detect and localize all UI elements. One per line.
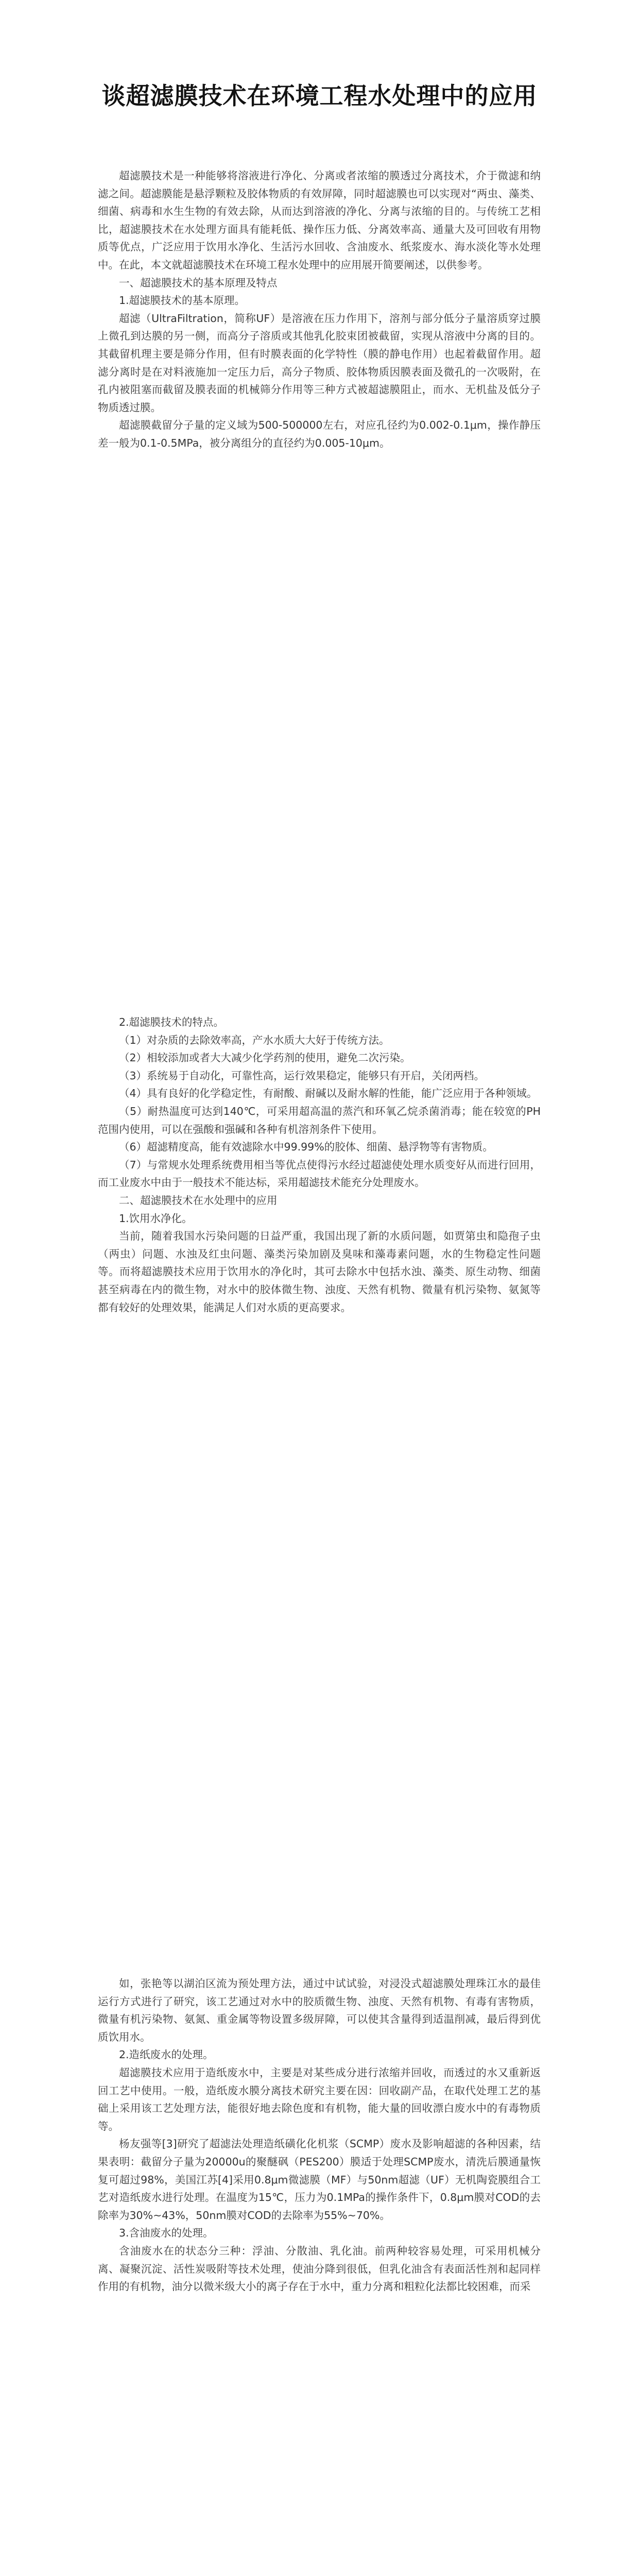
article-section-applications: [98, 1975, 541, 2296]
paragraph: 杨友强等[3]研究了超滤法处理造纸磺化化机浆（SCMP）废水及影响超滤的各种因素，结果表明：截留分子量为20000u的聚醚砜（PES200）膜适于处理SCMP废水，清洗后膜通量恢复可超过98%，美国江苏[4]采用0.8μm微滤膜（MF）与50nm超滤（UF）无机陶瓷膜组合工艺对造纸废水进行处理。在温度为15℃，压力为0.1MPa的操作条件下，0.8μm膜对COD的去除率为30%~43%，50nm膜对COD的去除率为55%~70%。: [98, 2138, 541, 2222]
list-item: （3）系统易于自动化，可靠性高，运行效果稳定，能够只有开启，关闭两档。: [119, 1069, 485, 1082]
paragraph: 当前，随着我国水污染问题的日益严重，我国出现了新的水质问题，如贾第虫和隐孢子虫（两虫）问题、水浊及红虫问题、藻类污染加剧及臭味和藻毒素问题，水的生物稳定性问题等。而将超滤膜技术应用于饮用水的净化时，其可去除水中包括水浊、藻类、原生动物、细菌甚至病毒在内的微生物，对水中的胶体微生物、浊度、天然有机物、微量有机污染物、氨氮等都有较好的处理效果，能满足人们对水质的更高要求。: [98, 1230, 541, 1314]
paragraph: 超滤膜截留分子量的定义域为500-500000左右，对应孔径约为0.002-0.1μm，操作静压差一般为0.1-0.5MPa，被分离组分的直径约为0.005-10μm。: [98, 419, 541, 449]
document-title: 谈超滤膜技术在环境工程水处理中的应用: [101, 82, 538, 110]
list-item: （1）对杂质的去除效率高，产水水质大大好于传统方法。: [119, 1033, 390, 1046]
section-heading: 一、超滤膜技术的基本原理及特点: [119, 276, 278, 289]
paragraph: 超滤膜技术是一种能够将溶液进行净化、分离或者浓缩的膜透过分离技术，介于微滤和纳滤之间。超滤膜能是悬浮颗粒及胶体物质的有效屏障，同时超滤膜也可以实现对“两虫、藻类、细菌、病毒和水生生物的有效去除，从而达到溶液的净化、分离与浓缩的目的。与传统工艺相比，超滤膜技术在水处理方面具有能耗低、操作压力低、分离效率高、通量大及可回收有用物质等优点，广泛应用于饮用水净化、生活污水回收、含油废水、纸浆废水、海水淡化等水处理中。在此，本文就超滤膜技术在环境工程水处理中的应用展开简要阐述，以供参考。: [98, 170, 541, 271]
list-item: （5）耐热温度可达到140℃，可采用超高温的蒸汽和环氧乙烷杀菌消毒；能在较宽的PH范围内使用，可以在强酸和强碱和各种有机溶剂条件下使用。: [98, 1105, 541, 1136]
article-section-features: [98, 1013, 541, 1316]
article-section-intro: [98, 167, 541, 452]
subsection-heading: 3.含油废水的处理。: [119, 2227, 214, 2240]
list-item: （2）相较添加或者大大减少化学药剂的使用，避免二次污染。: [119, 1052, 411, 1064]
paragraph: 如，张艳等以湖泊区流为预处理方法，通过中试试验，对浸没式超滤膜处理珠江水的最佳运行方式进行了研究，该工艺通过对水中的胶质微生物、浊度、天然有机物、有毒有害物质，微量有机污染物、氨氮、重金属等物设置多级屏障，可以使其含量得到适温削减，最后得到优质饮用水。: [98, 1977, 541, 2043]
paragraph: 超滤膜技术应用于造纸废水中，主要是对某些成分进行浓缩并回收，而透过的水又重新返回工艺中使用。一般，造纸废水膜分离技术研究主要在因：回收副产品，在取代处理工艺的基础上采用该工艺处理方法，能很好地去除色度和有机物，能大量的回收漂白废水中的有毒物质等。: [98, 2066, 541, 2132]
subsection-heading: 1.饮用水净化。: [119, 1212, 193, 1225]
section-heading: 二、超滤膜技术在水处理中的应用: [119, 1194, 278, 1207]
list-item: （4）具有良好的化学稳定性，有耐酸、耐碱以及耐水解的性能，能广泛应用于各种领域。: [119, 1087, 538, 1100]
subsection-heading: 1.超滤膜技术的基本原理。: [119, 294, 246, 307]
paragraph: 含油废水在的状态分三种：浮油、分散油、乳化油。前两种较容易处理，可采用机械分离、凝聚沉淀、活性炭吸附等技术处理，使油分降到很低，但乳化油含有表面活性剂和起同样作用的有机物，油分以微米级大小的离子存在于水中，重力分离和粗粒化法都比较困难，而采: [98, 2244, 541, 2293]
subsection-heading: 2.造纸废水的处理。: [119, 2048, 214, 2061]
list-item: （7）与常规水处理系统费用相当等优点使得污水经过超滤使处理水质变好从而进行回用，而工业废水中由于一般技术不能达标，采用超滤技术能充分处理废水。: [98, 1158, 541, 1189]
list-item: （6）超滤精度高，能有效滤除水中99.99%的胶体、细菌、悬浮物等有害物质。: [119, 1141, 493, 1154]
paragraph: 超滤（UltraFiltration，简称UF）是溶液在压力作用下，溶剂与部分低分子量溶质穿过膜上微孔到达膜的另一侧，而高分子溶质或其他乳化胶束团被截留，实现从溶液中分离的目的。其截留机理主要是筛分作用，但有时膜表面的化学特性（膜的静电作用）也起着截留作用。超滤分离时是在对料液施加一定压力后，高分子物质、胶体物质因膜表面及微孔的一次吸附，在孔内被阻塞而截留及膜表面的机械筛分作用等三种方式被超滤膜阻止，而水、无机盐及低分子物质透过膜。: [98, 312, 541, 414]
subsection-heading: 2.超滤膜技术的特点。: [119, 1016, 224, 1028]
